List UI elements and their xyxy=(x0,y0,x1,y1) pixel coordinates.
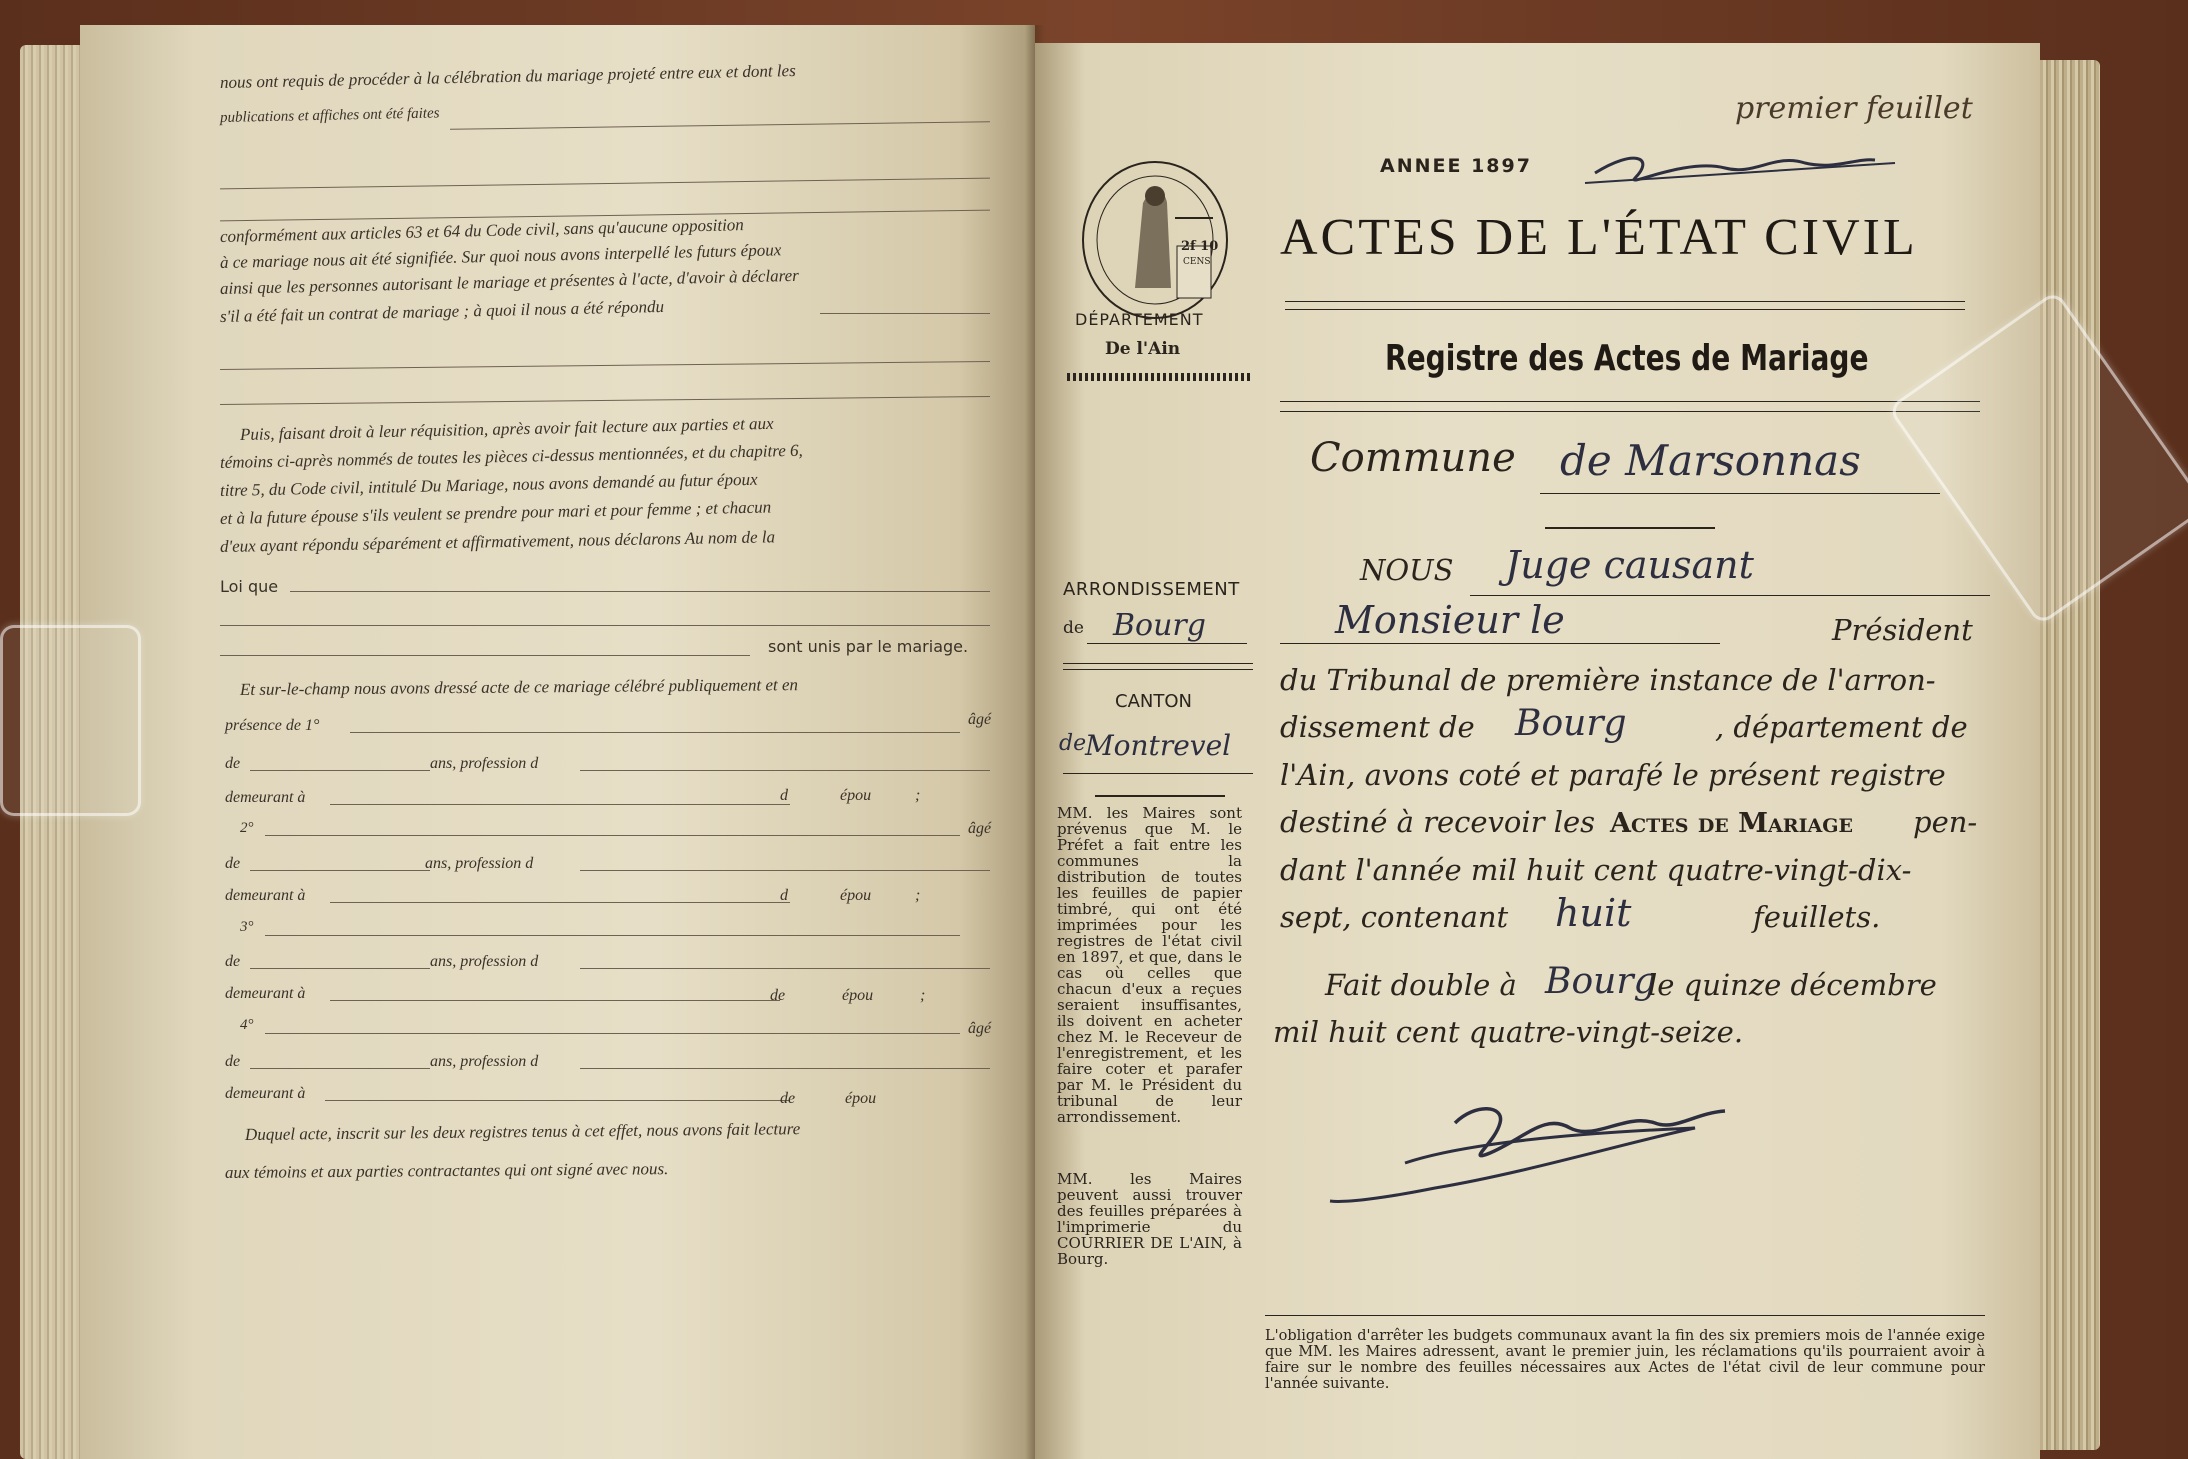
note-maires-prevenus: MM. les Maires sont prévenus que M. le Préfet a fait entre les communes la distribution de toutes les feuilles de papier timbré, qui ont été imprimées pour les registres de l'état civil en 1897, et que, dans le cas où celles que chacun d'eux a reçues seraient insuffisantes, ils doivent en acheter chez M. le Receveur de l'enregistrement, et les faire coter et parafer par M. le Président du tribunal de leur arrondissement. xyxy=(1057,804,1242,1126)
demeurant-label: demeurant à xyxy=(225,985,306,1002)
canton-label: CANTON xyxy=(1115,691,1192,712)
canton-de: de xyxy=(1059,731,1087,756)
presence-label: présence de 1° xyxy=(225,717,320,734)
rule xyxy=(220,178,990,190)
d-label: d xyxy=(780,787,788,804)
rule xyxy=(250,770,430,771)
line-sept-b: feuillets. xyxy=(1753,900,1881,934)
epou-label: épou xyxy=(840,787,872,804)
rule xyxy=(1540,493,1940,494)
stamp-cents: CENS xyxy=(1183,257,1211,267)
para2-line-2: témoins ci-après nommés de toutes les pièces ci-dessus mentionnées, et du chapitre 6, xyxy=(219,440,803,472)
arrondissement-de: de xyxy=(1063,618,1084,638)
epou-label: épou xyxy=(845,1090,877,1107)
rule xyxy=(265,835,960,836)
semicolon: ; xyxy=(915,787,921,804)
ornament-rule xyxy=(1545,527,1715,529)
epou-label: épou xyxy=(840,887,872,904)
title-rule xyxy=(1285,301,1965,302)
rule xyxy=(250,1068,430,1069)
ans-profession: ans, profession d xyxy=(430,953,539,970)
title-rule xyxy=(1285,309,1965,310)
de-label: de xyxy=(780,1090,796,1107)
para1-line-4: s'il a été fait un contrat de mariage ; à quoi il nous a été répondu xyxy=(219,296,665,326)
commune-label: Commune xyxy=(1310,435,1516,481)
nous-label: NOUS xyxy=(1360,553,1454,587)
arrondissement-handwritten: Bourg xyxy=(1113,608,1206,643)
rule xyxy=(350,732,960,733)
para4-line-2: aux témoins et aux parties contractantes qui ont signé avec nous. xyxy=(224,1159,669,1182)
semicolon: ; xyxy=(915,887,921,904)
register-subtitle: Registre des Actes de Mariage xyxy=(1385,338,1869,379)
para2-line-5: d'eux ayant répondu séparément et affirmativement, nous déclarons Au nom de la xyxy=(219,527,776,556)
left-line-2: publications et affiches ont été faites xyxy=(219,105,440,126)
line-tribunal: du Tribunal de première instance de l'arron- xyxy=(1280,663,1936,697)
rule xyxy=(580,870,990,871)
para1-line-3: ainsi que les personnes autorisant le mariage et présentes à l'acte, d'avoir à déclarer xyxy=(219,265,799,298)
rule xyxy=(220,625,990,626)
rule xyxy=(1063,669,1253,670)
line-ain: l'Ain, avons coté et parafé le présent registre xyxy=(1280,758,1946,792)
arrondissement-label: ARRONDISSEMENT xyxy=(1063,579,1240,600)
loi-que: Loi que xyxy=(220,577,279,596)
page-clip-left xyxy=(0,625,141,816)
sept-handwritten: huit xyxy=(1555,891,1632,935)
dissement-handwritten: Bourg xyxy=(1515,703,1627,744)
fait-handwritten: Bourg xyxy=(1545,961,1657,1002)
rule xyxy=(265,935,960,936)
para2-line-4: et à la future épouse s'ils veulent se prendre pour mari et pour femme ; et chacun xyxy=(219,497,772,528)
fait-line-2: mil huit cent quatre-vingt-seize. xyxy=(1273,1015,1744,1049)
rule xyxy=(450,121,990,130)
actes-de-mariage: Actes de Mariage xyxy=(1610,808,1853,839)
rule xyxy=(1063,773,1253,774)
sont-unis: sont unis par le mariage. xyxy=(768,637,969,656)
line-sept-a: sept, contenant xyxy=(1280,900,1509,934)
para1-line-2: à ce mariage nous ait été signifiée. Sur quoi nous avons interpellé les futurs époux xyxy=(219,240,782,272)
ans-profession: ans, profession d xyxy=(425,855,534,872)
para4-line-1: Duquel acte, inscrit sur les deux registres tenus à cet effet, nous avons fait lecture xyxy=(244,1119,801,1144)
rule xyxy=(330,1000,780,1001)
footnote-rule xyxy=(1265,1315,1985,1316)
fait-a: Fait double à xyxy=(1325,968,1517,1002)
rule xyxy=(265,1033,960,1034)
rule xyxy=(250,870,430,871)
president-signature xyxy=(1325,1083,1785,1223)
rule xyxy=(220,655,750,656)
commune-handwritten: de Marsonnas xyxy=(1560,436,1861,485)
president-label: Président xyxy=(1832,613,1973,647)
para3: Et sur-le-champ nous avons dressé acte de ce mariage célébré publiquement et en xyxy=(239,675,799,699)
decorative-rule xyxy=(1067,373,1250,381)
stamp-de-lain: De l'Ain xyxy=(1105,339,1181,359)
rule xyxy=(250,968,430,969)
right-page-edges xyxy=(2040,60,2100,1450)
rule xyxy=(1087,643,1247,644)
de-label: de xyxy=(770,987,786,1004)
document-title: ACTES DE L'ÉTAT CIVIL xyxy=(1280,209,1918,266)
d-label: d xyxy=(780,887,788,904)
age-label: âgé xyxy=(968,820,992,837)
rule xyxy=(325,1100,790,1101)
semicolon: ; xyxy=(920,987,926,1004)
para2-line-3: titre 5, du Code civil, intitulé Du Mariage, nous avons demandé au futur époux xyxy=(219,469,758,500)
epou-label: épou xyxy=(842,987,874,1004)
ans-profession: ans, profession d xyxy=(430,1053,539,1070)
annee-label: ANNEE 1897 xyxy=(1380,155,1532,177)
number-4: 4° xyxy=(240,1017,254,1033)
rule xyxy=(220,361,990,370)
right-page xyxy=(1035,43,2040,1459)
rule xyxy=(220,396,990,405)
rule xyxy=(580,770,990,771)
rule xyxy=(580,968,990,969)
rule xyxy=(1280,411,1980,412)
left-page xyxy=(80,25,1035,1459)
line-destine-b: pen- xyxy=(1913,805,1978,839)
rule xyxy=(1280,401,1980,402)
line-dissement-b: , département de xyxy=(1715,710,1968,744)
note-maires-feuilles: MM. les Maires peuvent aussi trouver des feuilles préparées à l'imprimerie du COURRIER DE L'AIN, à Bourg. xyxy=(1057,1170,1242,1268)
rule xyxy=(1470,595,1990,596)
age-label: âgé xyxy=(968,1020,992,1037)
number-2: 2° xyxy=(240,820,254,836)
line-dissement-a: dissement de xyxy=(1280,710,1475,744)
rule xyxy=(1063,663,1253,664)
canton-handwritten: Montrevel xyxy=(1085,729,1232,762)
de-label: de xyxy=(225,1053,241,1070)
demeurant-label: demeurant à xyxy=(225,1085,306,1102)
para1-line-1: conformément aux articles 63 et 64 du Code civil, sans qu'aucune opposition xyxy=(219,215,745,246)
stamp-value: 2f 10 xyxy=(1181,239,1219,254)
handwritten-premier-feuillet: premier feuillet xyxy=(1735,91,1973,126)
age-label: âgé xyxy=(968,711,992,728)
stamp-departement: DÉPARTEMENT xyxy=(1075,310,1204,329)
nous-handwritten: Juge causant xyxy=(1505,543,1754,587)
rule xyxy=(330,804,790,805)
ans-profession: ans, profession d xyxy=(430,755,539,772)
rule xyxy=(580,1068,990,1069)
demeurant-label: demeurant à xyxy=(225,887,306,904)
para2-line-1: Puis, faisant droit à leur réquisition, après avoir fait lecture aux parties et aux xyxy=(239,413,774,444)
rule xyxy=(330,902,790,903)
footnote-budgets: L'obligation d'arrêter les budgets communaux avant la fin des six premiers mois de l'année exige que MM. les Maires adressent, avant le premier juin, les réclamations qu'ils pourraient avoir à faire sur le nombre des feuilles nécessaires aux Actes de l'état civil de leur commune pour l'année suivante. xyxy=(1265,1328,1985,1392)
de-label: de xyxy=(225,953,241,970)
fait-b: le quinze décembre xyxy=(1648,968,1937,1002)
left-line-1: nous ont requis de procéder à la célébration du mariage projeté entre eux et dont les xyxy=(219,60,796,92)
de-label: de xyxy=(225,755,241,772)
annee-signature xyxy=(1575,128,1915,198)
number-3: 3° xyxy=(240,919,254,935)
line-destine-a: destiné à recevoir les xyxy=(1280,805,1596,839)
line-dant: dant l'année mil huit cent quatre-vingt-dix- xyxy=(1280,853,1912,887)
demeurant-label: demeurant à xyxy=(225,789,306,806)
de-label: de xyxy=(225,855,241,872)
rule xyxy=(1095,795,1225,797)
monsieur-handwritten: Monsieur le xyxy=(1335,598,1565,642)
rule xyxy=(820,313,990,314)
open-register-book xyxy=(20,25,2100,1459)
rule xyxy=(1280,643,1720,644)
rule xyxy=(290,591,990,592)
